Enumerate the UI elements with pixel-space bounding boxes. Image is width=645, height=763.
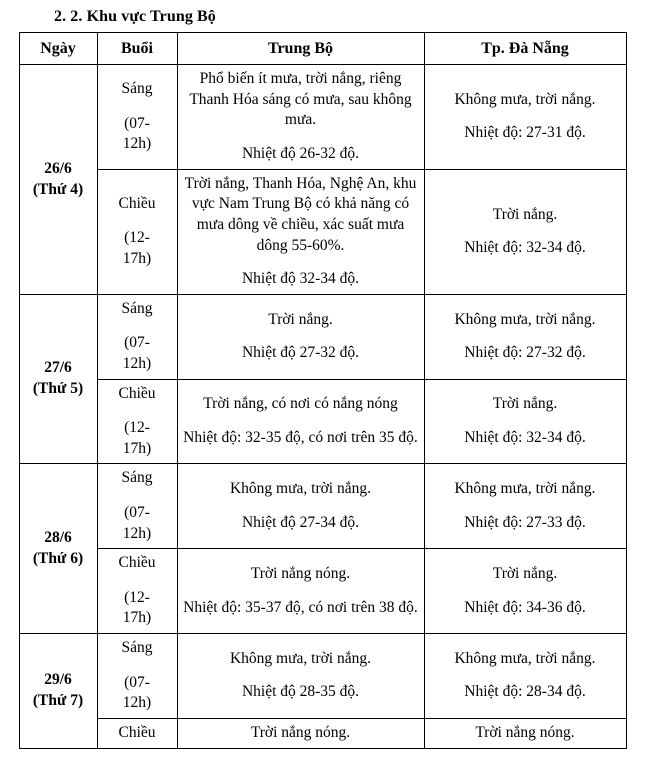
day-date: 29/6 <box>44 671 72 689</box>
forecast-temp: Nhiệt độ: 27-32 độ. <box>464 344 586 362</box>
session-time-end: 12h) <box>122 354 152 372</box>
session-time-start: (07- <box>124 334 150 352</box>
table-header <box>19 33 626 65</box>
forecast-trung-bo <box>177 464 424 549</box>
day-cell <box>19 634 97 748</box>
forecast-text: Trời nắng nóng. <box>475 723 575 741</box>
forecast-text: Trời nắng. <box>492 395 558 413</box>
day-weekday: (Thứ 7) <box>32 691 84 709</box>
forecast-text: Phổ biến ít mưa, trời nắng, riêng Thanh Hóa sáng có mưa, sau không mưa. <box>189 70 412 129</box>
session-name: Chiều <box>118 554 156 572</box>
forecast-text: Trời nắng, Thanh Hóa, Nghệ An, khu vực Nam Trung Bộ có khả năng có mưa dông về chiều, xác suất mưa dông 55-60%. <box>184 174 417 254</box>
forecast-trung-bo <box>177 379 424 464</box>
table-body <box>19 65 626 748</box>
forecast-temp: Nhiệt độ 27-32 độ. <box>241 344 360 362</box>
forecast-da-nang <box>424 464 626 549</box>
forecast-da-nang <box>424 634 626 719</box>
forecast-text: Không mưa, trời nắng. <box>229 649 371 667</box>
forecast-da-nang <box>424 65 626 169</box>
session-time-start: (12- <box>124 229 150 247</box>
column-header-session: Buổi <box>97 33 177 65</box>
weather-forecast-table <box>19 32 627 749</box>
forecast-trung-bo <box>177 549 424 634</box>
forecast-text: Không mưa, trời nắng. <box>454 480 596 498</box>
forecast-text: Trời nắng nóng. <box>250 723 351 741</box>
day-weekday: (Thứ 6) <box>32 549 84 567</box>
session-time-start: (07- <box>124 504 150 522</box>
day-cell <box>19 464 97 634</box>
forecast-text: Trời nắng. <box>268 310 333 328</box>
table-row <box>19 718 626 748</box>
day-date: 28/6 <box>44 529 72 547</box>
session-time-start: (12- <box>124 588 150 606</box>
column-header-day: Ngày <box>19 33 97 65</box>
table-row <box>19 65 626 169</box>
day-cell <box>19 294 97 464</box>
forecast-temp: Nhiệt độ: 35-37 độ, có nơi trên 38 độ. <box>183 598 418 616</box>
forecast-text: Không mưa, trời nắng. <box>454 90 596 108</box>
forecast-text: Không mưa, trời nắng. <box>454 310 596 328</box>
table-row <box>19 169 626 294</box>
table-row <box>19 379 626 464</box>
table-row <box>19 634 626 719</box>
forecast-trung-bo <box>177 65 424 169</box>
session-time-start: (07- <box>124 114 150 132</box>
session-name: Sáng <box>121 469 153 487</box>
forecast-text: Trời nắng. <box>492 205 558 223</box>
session-time-end: 17h) <box>122 609 152 627</box>
session-name: Chiều <box>118 723 156 741</box>
session-time-start: (07- <box>124 673 150 691</box>
day-weekday: (Thứ 4) <box>32 180 84 198</box>
session-time-end: 12h) <box>122 135 152 153</box>
forecast-text: Trời nắng. <box>492 565 558 583</box>
forecast-temp: Nhiệt độ: 32-35 độ, có nơi trên 35 độ. <box>183 428 418 446</box>
forecast-da-nang <box>424 549 626 634</box>
forecast-trung-bo <box>177 169 424 294</box>
forecast-temp: Nhiệt độ: 28-34 độ. <box>464 683 586 701</box>
session-cell <box>97 718 177 748</box>
session-cell <box>97 634 177 719</box>
forecast-trung-bo <box>177 718 424 748</box>
table-row <box>19 464 626 549</box>
session-time-end: 17h) <box>122 439 152 457</box>
forecast-trung-bo <box>177 294 424 379</box>
forecast-da-nang <box>424 718 626 748</box>
session-cell <box>97 65 177 169</box>
forecast-temp: Nhiệt độ: 32-34 độ. <box>464 239 586 257</box>
forecast-trung-bo <box>177 634 424 719</box>
day-date: 26/6 <box>44 159 72 177</box>
session-name: Chiều <box>118 384 156 402</box>
session-name: Chiều <box>118 194 156 212</box>
table-row <box>19 294 626 379</box>
table-header-row <box>19 33 626 65</box>
forecast-text: Trời nắng nóng. <box>250 565 351 583</box>
session-time-end: 17h) <box>122 250 152 268</box>
session-cell <box>97 294 177 379</box>
forecast-text: Trời nắng, có nơi có nắng nóng <box>203 395 398 413</box>
page-title: 2. 2. Khu vực Trung Bộ <box>54 8 216 25</box>
day-weekday: (Thứ 5) <box>32 380 84 398</box>
forecast-temp: Nhiệt độ 32-34 độ. <box>241 270 360 288</box>
session-name: Sáng <box>121 299 153 317</box>
forecast-temp: Nhiệt độ: 27-33 độ. <box>464 513 586 531</box>
session-name: Sáng <box>121 639 153 657</box>
column-header-trung-bo: Trung Bộ <box>177 33 424 65</box>
forecast-da-nang <box>424 294 626 379</box>
forecast-da-nang <box>424 379 626 464</box>
forecast-temp: Nhiệt độ: 27-31 độ. <box>464 124 586 142</box>
session-cell <box>97 549 177 634</box>
forecast-temp: Nhiệt độ: 32-34 độ. <box>464 428 586 446</box>
column-header-da-nang: Tp. Đà Nẵng <box>424 33 626 65</box>
forecast-temp: Nhiệt độ 26-32 độ. <box>241 145 360 163</box>
forecast-temp: Nhiệt độ: 34-36 độ. <box>464 598 586 616</box>
session-time-start: (12- <box>124 419 150 437</box>
day-date: 27/6 <box>44 359 72 377</box>
day-cell <box>19 65 97 294</box>
forecast-temp: Nhiệt độ 27-34 độ. <box>241 513 360 531</box>
session-time-end: 12h) <box>122 524 152 542</box>
session-time-end: 12h) <box>122 694 152 712</box>
table-row <box>19 549 626 634</box>
forecast-text: Không mưa, trời nắng. <box>229 480 371 498</box>
forecast-temp: Nhiệt độ 28-35 độ. <box>241 683 360 701</box>
session-cell <box>97 169 177 294</box>
session-cell <box>97 379 177 464</box>
session-cell <box>97 464 177 549</box>
session-name: Sáng <box>121 80 153 98</box>
forecast-text: Không mưa, trời nắng. <box>454 649 596 667</box>
forecast-da-nang <box>424 169 626 294</box>
